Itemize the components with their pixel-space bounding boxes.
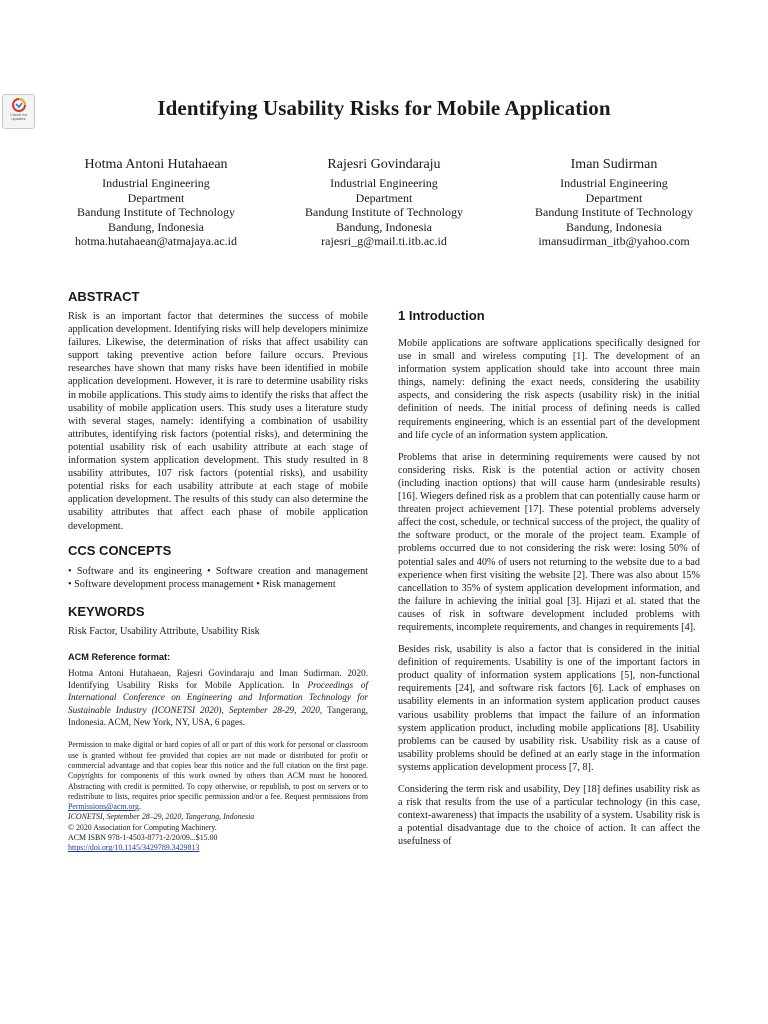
ccs-item: • Software and its engineering — [68, 565, 202, 577]
acm-reference-heading: ACM Reference format: — [68, 651, 171, 662]
paper-title: Identifying Usability Risks for Mobile Application — [157, 96, 611, 120]
ccs-item: • Risk management — [256, 578, 336, 590]
author-email: hotma.hutahaean@atmajaya.ac.id — [75, 234, 237, 249]
author-name: Hotma Antoni Hutahaean — [84, 157, 228, 172]
author-block-2 — [264, 156, 504, 249]
acm-ref-part: Hotma Antoni Hutahaean, Rajesri Govindaraju and Iman Sudirman. 2020. Identifying Usability Risks for Mobile Application. In — [68, 667, 368, 691]
author-block-3 — [494, 156, 734, 249]
introduction-heading: 1 Introduction — [398, 308, 485, 323]
acm-ref-part: Tangerang, Indonesia. ACM, New York, NY, USA, 6 pages. — [68, 704, 368, 728]
keywords-heading: KEYWORDS — [68, 603, 145, 619]
author-institution: Bandung Institute of Technology — [77, 205, 235, 220]
author-email: rajesri_g@mail.ti.itb.ac.id — [321, 234, 447, 249]
permission-text: Permission to make digital or hard copies of all or part of this work for personal or classroom use is granted without fee provided that copies are not made or distributed for profit or commercial advantage and that copies bear this notice and the full citation on the first page. Copyrights for components of this work owned by others than ACM must be honored. Abstracting with credit is permitted. To copy otherwise, or republish, to post on servers or to redistribute to lists, requires prior specific permission and/or a fee. Request permissions from — [68, 740, 368, 801]
ccs-item: • Software development process management — [68, 578, 254, 590]
author-dept: Industrial Engineering — [330, 176, 438, 190]
intro-paragraph: Mobile applications are software applications specifically designed for use in small and wireless computing [1]. The development of an information system application should take into account three main things, namely: defining the exact needs, considering the usability aspects, and considering the risk aspects (usability risk) in the initial definition of needs. The initial process of defining needs is called requirements engineering, which is an essential part of the development and life cycle of an information system application. — [398, 338, 700, 441]
author-dept: Department — [127, 190, 185, 205]
acm-reference-text — [68, 667, 368, 728]
author-dept: Industrial Engineering — [102, 176, 210, 190]
author-dept: Department — [585, 190, 643, 205]
acm-ref-proceedings: Proceedings of International Conference on Engineering and Information Technology for Sustainable Industry (ICONETSI 2020), September 28-29, 2020, — [68, 680, 368, 715]
ccs-item: • Software creation and management — [207, 565, 369, 577]
author-city: Bandung, Indonesia — [336, 219, 432, 234]
author-city: Bandung, Indonesia — [108, 219, 204, 234]
keywords-text: Risk Factor, Usability Attribute, Usability Risk — [68, 625, 260, 637]
abstract-heading: ABSTRACT — [68, 289, 140, 304]
author-email: imansudirman_itb@yahoo.com — [538, 234, 690, 249]
intro-paragraph: Considering the term risk and usability, Dey [18] defines usability risk as a risk that results from the use of a particular technology (in this case, context-awareness) that impacts the usability of a system. Usability risk is a potential disadvantage due to the choice of action. It can affect the usefulness of — [398, 784, 700, 848]
author-block-1 — [36, 156, 276, 249]
abstract-text: Risk is an important factor that determines the success of mobile application development. Identifying risks will help developers minimize failures. Likewise, the determination of risks that affect usability can support taking preventive action before failure occurs. Previous researches have shown that many risks have been identified in mobile application development. However, it is rare to determine usability risks in mobile applications. This study aims to identify the risks that affect the usability of mobile application users. This study uses a literature study with several stages, namely: identifying a combination of usability attributes, identifying risk factors (potential risks), and determining the potential usability risk of each usability attribute at each stage of information system application development. This study resulted in 8 usability attributes, 107 risk factors (potential risks), and usability potential risks for each usability attribute at each stage of mobile application development. The results of this study can also determine the usability attributes that affect each phase of mobile application development. — [68, 311, 368, 532]
author-dept: Department — [355, 190, 413, 205]
author-institution: Bandung Institute of Technology — [535, 205, 693, 220]
author-institution: Bandung Institute of Technology — [305, 205, 463, 220]
permission-block: Permission to make digital or hard copies of all or part of this work for personal or classroom use is granted without fee provided that copies are not made or distributed for profit or commercial advantage and that copies bear this notice and the full citation on the first page. Copyrights for components of this work owned by others than ACM must be honored. Abstracting with credit is permitted. To copy otherwise, or republish, to post on servers or to redistribute to lists, requires prior specific permission and/or a fee. Request permissions from Permissions@acm.org. ICONETSI, September 28–29, 2020, Tangerang, Indonesia © 2020 Association for Computing Machinery. ACM ISBN 978-1-4503-8771-2/20/09...$15.00 https://doi.org/10.1145/3429789.3429813 — [68, 740, 368, 853]
doi-link[interactable]: https://doi.org/10.1145/3429789.3429813 — [68, 843, 200, 853]
isbn-line: ACM ISBN 978-1-4503-8771-2/20/09...$15.00 — [68, 833, 218, 843]
right-column — [398, 308, 700, 857]
badge-label: Check for updates — [9, 112, 28, 121]
left-column — [68, 289, 368, 854]
copyright-line: © 2020 Association for Computing Machinery. — [68, 822, 217, 832]
author-city: Bandung, Indonesia — [566, 219, 662, 234]
intro-paragraph: Problems that arise in determining requirements were caused by not considering risks. Risk is the potential action or activity chosen (including inaction options) that will cause harm (undesirable results) [16]. Wiegers defined risk as a problem that can potentially cause harm or threaten project achievement [17]. These potential problems adversely affect the cost, schedule, or technical success of the project, the quality of the software product, or the morale of the project team. Example of problems occurred due to not considering the risk were: losing 50% of potential sales and 40% of users not returning to the website due to a bad experience when first visiting the website [2]. There was also about 15% cancellation to 35% of system application development information, and the failure in achieving the initial goal [3]. Hijazi et al. stated that the causes of risk in software development included problems with requirements, incomplete requirements, and changes in requirements [4]. — [398, 451, 700, 633]
ccs-list — [68, 565, 368, 591]
author-name: Iman Sudirman — [570, 157, 658, 172]
intro-paragraph: Besides risk, usability is also a factor that is considered in the initial definition of requirements. Usability is one of the important factors in product quality of information system applications [5], non-functional requirements [24], and software risk factors [6]. Lack of emphases on usability elements in an information system application product causes various usability problems that impact the failure of an information system application product, including mobile applications [8]. Usability problems can be caused by usability risk. Usability risk as a cause of usability problems should be defined at an early stage in the information systems application development process [7, 8]. — [398, 644, 700, 773]
author-dept: Industrial Engineering — [560, 176, 668, 190]
ccs-heading: CCS CONCEPTS — [68, 542, 172, 558]
conference-line: ICONETSI, September 28–29, 2020, Tangerang, Indonesia — [68, 812, 255, 822]
author-name: Rajesri Govindaraju — [327, 157, 441, 172]
permissions-email-link[interactable]: Permissions@acm.org — [68, 802, 139, 812]
